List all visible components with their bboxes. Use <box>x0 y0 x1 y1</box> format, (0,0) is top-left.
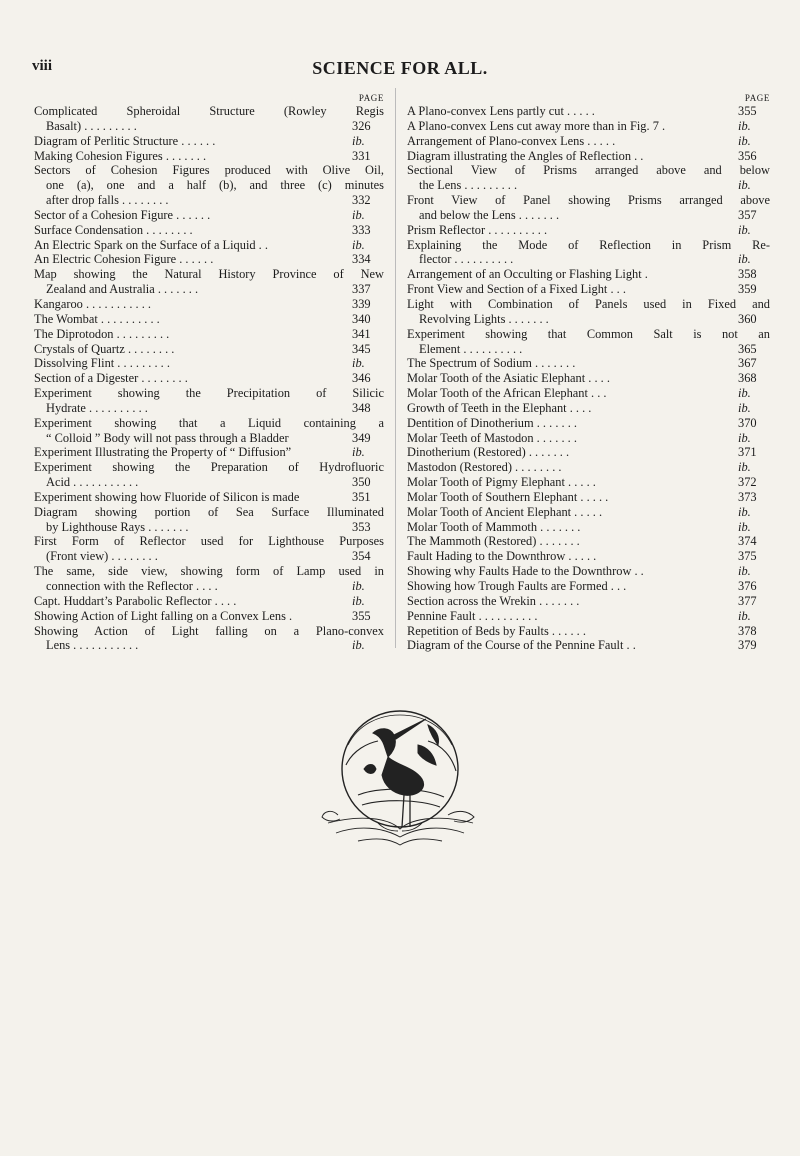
contents-entry <box>34 356 384 371</box>
contents-entry <box>34 238 384 253</box>
entry-title-line: Kangaroo . . . . . . . . . . . 339 <box>34 297 384 312</box>
entry-page-number: ib. <box>736 460 770 475</box>
entry-page-number: 373 <box>736 490 770 505</box>
contents-entry <box>34 564 384 594</box>
heron-vignette-icon <box>318 705 483 853</box>
entry-title-line: Molar Tooth of Mammoth . . . . . . . ib. <box>407 520 770 535</box>
contents-entry <box>34 342 384 357</box>
entry-page-number: 377 <box>736 594 770 609</box>
entry-title-line: Repetition of Beds by Faults . . . . . . 378 <box>407 624 770 639</box>
entry-title-line: Hydrate . . . . . . . . . . 348 <box>34 401 384 416</box>
contents-entry <box>34 163 384 208</box>
contents-entry <box>34 267 384 297</box>
contents-entry <box>407 431 770 446</box>
entry-title-line: Making Cohesion Figures . . . . . . . 331 <box>34 149 384 164</box>
entry-title-line: Molar Tooth of the Asiatic Elephant . . . . 368 <box>407 371 770 386</box>
entry-page-number: 337 <box>350 282 384 297</box>
entry-title-line: Front View and Section of a Fixed Light . . . 359 <box>407 282 770 297</box>
contents-entry <box>407 505 770 520</box>
contents-entry <box>34 297 384 312</box>
contents-entry <box>407 223 770 238</box>
contents-entry <box>407 371 770 386</box>
entry-title-line: Showing why Faults Hade to the Downthrow . . ib. <box>407 564 770 579</box>
contents-entry <box>407 149 770 164</box>
contents-entry <box>407 297 770 327</box>
contents-entry <box>407 579 770 594</box>
entry-page-number: 340 <box>350 312 384 327</box>
entry-page-number: ib. <box>350 208 384 223</box>
entry-title-line: The Spectrum of Sodium . . . . . . . 367 <box>407 356 770 371</box>
entry-page-number: 356 <box>736 149 770 164</box>
entry-title-line: A Plano-convex Lens cut away more than in Fig. 7 . ib. <box>407 119 770 134</box>
contents-entry <box>34 445 384 460</box>
entry-page-number: 378 <box>736 624 770 639</box>
entry-page-number: ib. <box>736 178 770 193</box>
entry-page-number: ib. <box>736 520 770 535</box>
contents-entry <box>34 534 384 564</box>
entry-title-line: Dentition of Dinotherium . . . . . . . 370 <box>407 416 770 431</box>
entry-title-line: Arrangement of an Occulting or Flashing Light . 358 <box>407 267 770 282</box>
entry-page-number: ib. <box>736 119 770 134</box>
contents-entry <box>34 386 384 416</box>
entry-page-number: 339 <box>350 297 384 312</box>
contents-entry <box>407 238 770 268</box>
entry-page-number: 372 <box>736 475 770 490</box>
entry-page-number: 367 <box>736 356 770 371</box>
contents-entry <box>34 149 384 164</box>
entry-page-number: 375 <box>736 549 770 564</box>
entry-page-number: 368 <box>736 371 770 386</box>
entry-title-line: Surface Condensation . . . . . . . . 333 <box>34 223 384 238</box>
entry-page-number: 357 <box>736 208 770 223</box>
column-divider <box>395 88 396 648</box>
entry-title-line: Diagram illustrating the Angles of Reflection . . 356 <box>407 149 770 164</box>
entry-title-line: Dinotherium (Restored) . . . . . . . 371 <box>407 445 770 460</box>
entry-page-number: 326 <box>350 119 384 134</box>
entry-title-line: the Lens . . . . . . . . . ib. <box>407 178 770 193</box>
contents-entry <box>407 356 770 371</box>
entry-page-number: ib. <box>736 386 770 401</box>
entry-title-line: flector . . . . . . . . . . ib. <box>407 252 770 267</box>
entry-title-line: The same, side view, showing form of Lamp used in <box>34 564 384 579</box>
entry-page-number: 370 <box>736 416 770 431</box>
contents-entry <box>34 252 384 267</box>
contents-entry <box>407 416 770 431</box>
contents-entry <box>34 104 384 134</box>
contents-entry <box>407 609 770 624</box>
contents-entry <box>407 549 770 564</box>
entry-title-line: connection with the Reflector . . . . ib. <box>34 579 384 594</box>
entry-page-number: 354 <box>350 549 384 564</box>
entry-title-line: The Diprotodon . . . . . . . . . 341 <box>34 327 384 342</box>
entry-page-number: 353 <box>350 520 384 535</box>
entry-title-line: one (a), one and a half (b), and three (c) minutes <box>46 178 384 193</box>
entry-page-number: 334 <box>350 252 384 267</box>
entry-page-number: ib. <box>350 638 384 653</box>
contents-entry <box>407 386 770 401</box>
entry-page-number: ib. <box>736 431 770 446</box>
entry-title-line: Molar Tooth of Southern Elephant . . . . . 373 <box>407 490 770 505</box>
entry-title-line: Mastodon (Restored) . . . . . . . . ib. <box>407 460 770 475</box>
entry-page-number: 348 <box>350 401 384 416</box>
entry-title-line: (Front view) . . . . . . . . 354 <box>34 549 384 564</box>
entry-title-line: Explaining the Mode of Reflection in Prism Re- <box>407 237 770 252</box>
page-folio: viii <box>32 58 53 74</box>
contents-entry <box>407 445 770 460</box>
contents-entry <box>34 460 384 490</box>
entry-title-line: Zealand and Australia . . . . . . . 337 <box>34 282 384 297</box>
contents-entry <box>34 312 384 327</box>
entry-page-number: ib. <box>350 594 384 609</box>
entry-title-line: Section of a Digester . . . . . . . . 346 <box>34 371 384 386</box>
contents-entry <box>34 594 384 609</box>
contents-entry <box>407 401 770 416</box>
entry-title-line: Sectors of Cohesion Figures produced with Olive Oil, <box>34 163 384 178</box>
entry-page-number: 379 <box>736 638 770 653</box>
entry-title-line: First Form of Reflector used for Lighthouse Purposes <box>34 534 384 549</box>
entry-title-line: Prism Reflector . . . . . . . . . . ib. <box>407 223 770 238</box>
entry-title-line: Element . . . . . . . . . . 365 <box>407 342 770 357</box>
entry-page-number: 358 <box>736 267 770 282</box>
contents-entry <box>34 609 384 624</box>
entry-title-line: Pennine Fault . . . . . . . . . . ib. <box>407 609 770 624</box>
entry-page-number: 371 <box>736 445 770 460</box>
entry-title-line: Acid . . . . . . . . . . . 350 <box>34 475 384 490</box>
contents-entry <box>407 163 770 193</box>
entry-title-line: Molar Teeth of Mastodon . . . . . . . ib. <box>407 431 770 446</box>
contents-entry <box>407 638 770 653</box>
contents-entry <box>407 490 770 505</box>
entry-page-number: ib. <box>350 445 384 460</box>
entry-title-line: Capt. Huddart’s Parabolic Reflector . . . . ib. <box>34 594 384 609</box>
entry-page-number: 360 <box>736 312 770 327</box>
contents-entry <box>407 564 770 579</box>
entry-title-line: A Plano-convex Lens partly cut . . . . . 355 <box>407 104 770 119</box>
entry-title-line: Molar Tooth of the African Elephant . . . ib. <box>407 386 770 401</box>
entry-page-number: 374 <box>736 534 770 549</box>
left-entry-list <box>34 104 384 653</box>
entry-page-number: 355 <box>736 104 770 119</box>
contents-entry <box>407 193 770 223</box>
entry-page-number: 351 <box>350 490 384 505</box>
entry-title-line: Showing how Trough Faults are Formed . . . 376 <box>407 579 770 594</box>
contents-entry <box>34 223 384 238</box>
entry-page-number: ib. <box>736 223 770 238</box>
entry-title-line: “ Colloid ” Body will not pass through a Bladder 349 <box>34 431 384 446</box>
running-header <box>30 58 770 80</box>
entry-page-number: ib. <box>736 134 770 149</box>
contents-entry <box>34 134 384 149</box>
contents-entry <box>407 594 770 609</box>
entry-page-number: ib. <box>736 609 770 624</box>
page-column-header: PAGE <box>358 93 384 103</box>
entry-page-number: ib. <box>350 579 384 594</box>
entry-title-line: Experiment showing that a Liquid containing a <box>34 415 384 430</box>
contents-entry <box>34 505 384 535</box>
entry-title-line: Experiment showing the Precipitation of Silicic <box>34 386 384 401</box>
entry-title-line: after drop falls . . . . . . . . 332 <box>34 193 384 208</box>
entry-title-line: Section across the Wrekin . . . . . . . 377 <box>407 594 770 609</box>
contents-entry <box>407 624 770 639</box>
entry-page-number: 345 <box>350 342 384 357</box>
contents-entry <box>407 534 770 549</box>
entry-page-number: ib. <box>736 401 770 416</box>
entry-title-line: The Wombat . . . . . . . . . . 340 <box>34 312 384 327</box>
right-column <box>407 92 770 653</box>
entry-page-number: ib. <box>736 564 770 579</box>
entry-title-line: Experiment showing that Common Salt is not an <box>407 326 770 341</box>
entry-title-line: Front View of Panel showing Prisms arranged above <box>407 193 770 208</box>
entry-page-number: 349 <box>350 431 384 446</box>
contents-entry <box>34 416 384 446</box>
entry-title-line: Experiment showing how Fluoride of Silicon is made 351 <box>34 490 384 505</box>
entry-title-line: Experiment showing the Preparation of Hydrofluoric <box>34 460 384 475</box>
entry-title-line: Map showing the Natural History Province of New <box>34 267 384 282</box>
entry-title-line: Sector of a Cohesion Figure . . . . . . ib. <box>34 208 384 223</box>
entry-title-line: and below the Lens . . . . . . . 357 <box>407 208 770 223</box>
contents-entry <box>407 475 770 490</box>
running-title: SCIENCE FOR ALL. <box>312 58 488 78</box>
entry-title-line: Molar Tooth of Pigmy Elephant . . . . . 372 <box>407 475 770 490</box>
contents-entry <box>407 520 770 535</box>
entry-page-number: 365 <box>736 342 770 357</box>
left-column <box>34 92 384 653</box>
entry-title-line: Revolving Lights . . . . . . . 360 <box>407 312 770 327</box>
entry-title-line: Arrangement of Plano-convex Lens . . . . . ib. <box>407 134 770 149</box>
entry-page-number: 355 <box>350 609 384 624</box>
entry-title-line: Fault Hading to the Downthrow . . . . . 375 <box>407 549 770 564</box>
entry-page-number: 346 <box>350 371 384 386</box>
contents-entry <box>407 267 770 282</box>
contents-entry <box>34 208 384 223</box>
entry-title-line: Dissolving Flint . . . . . . . . . ib. <box>34 356 384 371</box>
entry-title-line: Showing Action of Light falling on a Plano-convex <box>34 623 384 638</box>
entry-page-number: 376 <box>736 579 770 594</box>
entry-title-line: by Lighthouse Rays . . . . . . . 353 <box>34 520 384 535</box>
entry-title-line: Sectional View of Prisms arranged above and below <box>407 163 770 178</box>
entry-page-number: 332 <box>350 193 384 208</box>
contents-entry <box>34 327 384 342</box>
contents-entry <box>407 460 770 475</box>
entry-title-line: Light with Combination of Panels used in Fixed and <box>407 296 770 311</box>
entry-title-line: Showing Action of Light falling on a Convex Lens . 355 <box>34 609 384 624</box>
entry-page-number: ib. <box>350 356 384 371</box>
entry-page-number: 359 <box>736 282 770 297</box>
entry-title-line: Diagram showing portion of Sea Surface Illuminated <box>34 504 384 519</box>
entry-page-number: 350 <box>350 475 384 490</box>
entry-title-line: An Electric Spark on the Surface of a Liquid . . ib. <box>34 238 384 253</box>
contents-entry <box>407 119 770 134</box>
entry-title-line: Diagram of the Course of the Pennine Fault . . 379 <box>407 638 770 653</box>
entry-title-line: The Mammoth (Restored) . . . . . . . 374 <box>407 534 770 549</box>
entry-title-line: An Electric Cohesion Figure . . . . . . 334 <box>34 252 384 267</box>
page-column-header: PAGE <box>744 93 770 103</box>
entry-title-line: Growth of Teeth in the Elephant . . . . ib. <box>407 401 770 416</box>
entry-page-number: ib. <box>350 238 384 253</box>
contents-entry <box>34 490 384 505</box>
contents-entry <box>34 371 384 386</box>
heron-illustration <box>318 705 483 853</box>
entry-page-number: 331 <box>350 149 384 164</box>
entry-title-line: Lens . . . . . . . . . . . ib. <box>34 638 384 653</box>
contents-entry <box>407 327 770 357</box>
contents-entry <box>407 134 770 149</box>
entry-page-number: ib. <box>736 252 770 267</box>
entry-title-line: Crystals of Quartz . . . . . . . . 345 <box>34 342 384 357</box>
entry-title-line: Diagram of Perlitic Structure . . . . . . ib. <box>34 134 384 149</box>
entry-title-line: Experiment Illustrating the Property of “ Diffusion” ib. <box>34 445 384 460</box>
contents-entry <box>407 104 770 119</box>
entry-page-number: 333 <box>350 223 384 238</box>
entry-title-line: Complicated Spheroidal Structure (Rowley Regis <box>34 104 384 118</box>
contents-entry <box>34 624 384 654</box>
entry-page-number: 341 <box>350 327 384 342</box>
entry-title-line: Molar Tooth of Ancient Elephant . . . . . ib. <box>407 505 770 520</box>
entry-page-number: ib. <box>350 134 384 149</box>
right-entry-list <box>407 104 770 653</box>
contents-entry <box>407 282 770 297</box>
entry-title-line: Basalt) . . . . . . . . . 326 <box>34 119 384 134</box>
entry-page-number: ib. <box>736 505 770 520</box>
